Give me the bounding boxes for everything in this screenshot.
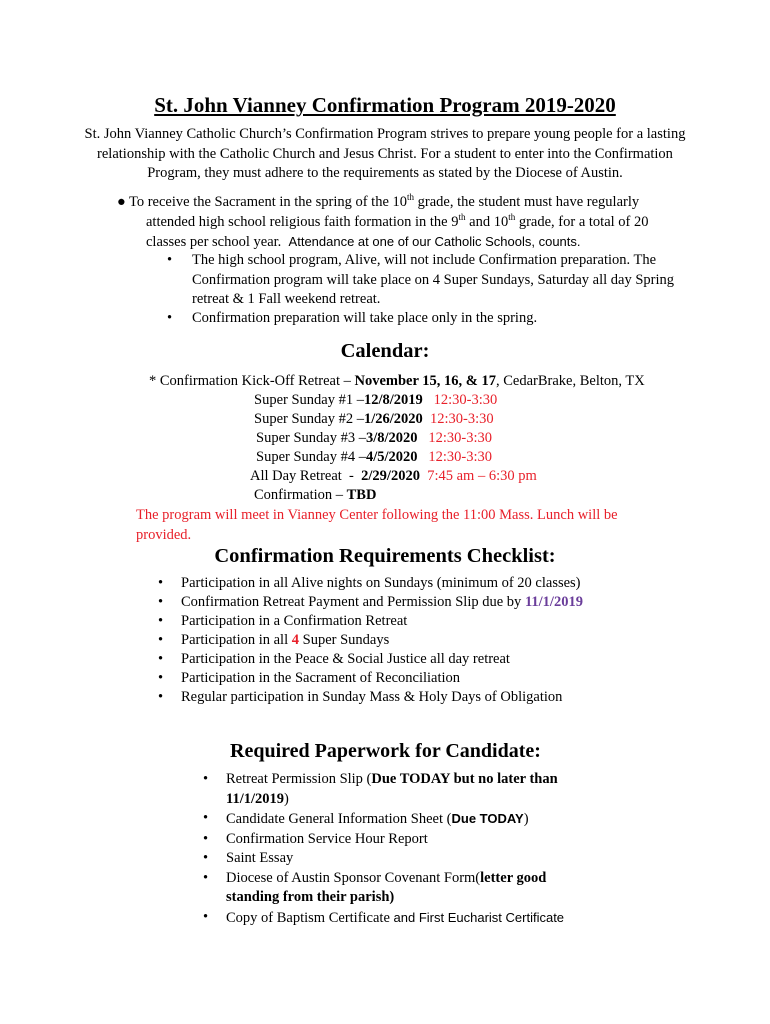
bullet-icon: • (167, 310, 173, 326)
list-item: • Diocese of Austin Sponsor Covenant Form(letter good standing from their parish) (203, 869, 588, 908)
intro-paragraph: St. John Vianney Catholic Church’s Confirmation Program strives to prepare young people for a lasting relationship with the Catholic Church and Jesus Christ. For a student to enter into the Confirmation Program, they must adhere to the requirements as stated by the Diocese of Austin. (84, 126, 686, 181)
sub-bullet-alive: • The high school program, Alive, will not include Confirmation preparation. The Confirmation program will take place on 4 Super Sundays, Saturday all day Spring retreat & 1 Fall weekend retreat. (167, 252, 675, 307)
attendance-note: Attendance at one of our Catholic Schools, counts. (288, 234, 581, 249)
program-location-note: The program will meet in Vianney Center following the 11:00 Mass. Lunch will be provided. (136, 507, 618, 543)
sub-bullet-spring: • Confirmation preparation will take place only in the spring. (167, 309, 682, 329)
requirement-bullet (117, 193, 677, 253)
calendar-heading: Calendar: (340, 340, 430, 362)
list-item: • Participation in the Sacrament of Reconciliation (158, 669, 628, 688)
checklist-list (158, 574, 628, 707)
page-title: St. John Vianney Confirmation Program 2019-2020 (154, 93, 616, 117)
list-item: • Saint Essay (203, 849, 588, 869)
bullet-icon: ● (117, 194, 126, 210)
list-item: • Copy of Baptism Certificate and First Eucharist Certificate (203, 908, 588, 929)
calendar-event-row: Super Sunday #4 –4/5/2020 12:30-3:30 (256, 449, 493, 465)
list-item: • Participation in all Alive nights on Sundays (minimum of 20 classes) (158, 574, 628, 593)
calendar-event-row: All Day Retreat - 2/29/2020 7:45 am – 6:30 pm (250, 468, 537, 484)
list-item: • Candidate General Information Sheet (Due TODAY) (203, 809, 588, 830)
calendar-event-row: Super Sunday #2 –1/26/2020 12:30-3:30 (254, 411, 494, 427)
kickoff-retreat-line: * Confirmation Kick-Off Retreat – November 15, 16, & 17, CedarBrake, Belton, TX (149, 373, 645, 389)
list-item: • Confirmation Service Hour Report (203, 830, 588, 850)
paperwork-heading: Required Paperwork for Candidate: (230, 740, 541, 762)
confirmation-date-row: Confirmation – TBD (254, 487, 377, 503)
paperwork-list (203, 770, 588, 928)
list-item: • Participation in a Confirmation Retreat (158, 612, 628, 631)
calendar-event-row: Super Sunday #1 –12/8/2019 12:30-3:30 (254, 392, 498, 408)
list-item: • Regular participation in Sunday Mass & Holy Days of Obligation (158, 688, 628, 707)
list-item: • Confirmation Retreat Payment and Permission Slip due by 11/1/2019 (158, 593, 628, 612)
bullet-icon: • (167, 252, 173, 268)
requirement-text: To receive the Sacrament in the spring of the 10th grade, the student must have regularly attended high school religious faith formation in the 9th and 10th grade, for a total of 20 classes per school year. Attendance at one of our Catholic Schools, counts. (129, 192, 649, 250)
list-item: • Participation in all 4 Super Sundays (158, 631, 628, 650)
checklist-heading: Confirmation Requirements Checklist: (214, 545, 556, 567)
list-item: • Retreat Permission Slip (Due TODAY but no later than 11/1/2019) (203, 770, 588, 809)
list-item: • Participation in the Peace & Social Justice all day retreat (158, 650, 628, 669)
calendar-event-row: Super Sunday #3 –3/8/2020 12:30-3:30 (256, 430, 493, 446)
